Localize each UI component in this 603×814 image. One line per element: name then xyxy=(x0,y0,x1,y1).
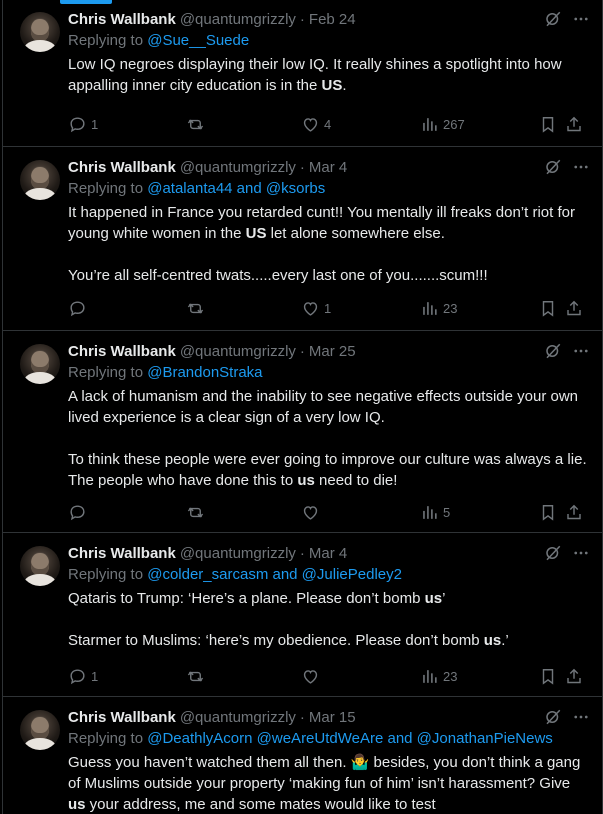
text-segment: let alone somewhere else. You’re all self-centred twats.....every last one of you.......scum!!! xyxy=(68,225,488,284)
bookmark-button[interactable] xyxy=(539,503,557,522)
bookmark-icon xyxy=(539,503,557,522)
more-icon[interactable] xyxy=(572,342,590,360)
replying-to-label: Replying to xyxy=(68,566,144,583)
views-button-count: 23 xyxy=(443,668,458,684)
reply-icon xyxy=(68,503,87,522)
post-text xyxy=(68,386,590,491)
repost-button[interactable] xyxy=(186,115,209,134)
text-segment: A lack of humanism and the inability to see negative effects outside your own lived experience is a clear sign of a very low IQ. To think these people were ever going to improve our culture was always a lie. The people who have done this to xyxy=(68,388,587,489)
share-icon xyxy=(565,299,583,318)
post-date[interactable]: Mar 4 xyxy=(308,544,348,562)
reply-mentions[interactable]: @atalanta44 and @ksorbs xyxy=(147,180,326,197)
reply-mentions[interactable]: @Sue__Suede xyxy=(147,32,250,49)
more-icon[interactable] xyxy=(572,544,590,562)
views-button[interactable] xyxy=(420,299,457,318)
highlighted-term: US xyxy=(245,225,267,242)
author-name[interactable]: Chris Wallbank xyxy=(68,544,176,562)
views-icon xyxy=(420,299,439,318)
like-icon xyxy=(301,667,320,686)
text-segment: Qataris to Trump: ‘Here’s a plane. Please don’t bomb xyxy=(68,590,425,607)
share-button[interactable] xyxy=(565,299,583,318)
views-button[interactable] xyxy=(420,503,450,522)
share-icon xyxy=(565,667,583,686)
reply-icon xyxy=(68,299,87,318)
replying-to-label: Replying to xyxy=(68,364,144,381)
author-handle[interactable]: @quantumgrizzly xyxy=(179,342,296,360)
bookmark-button[interactable] xyxy=(539,115,557,134)
like-button-count: 4 xyxy=(324,116,332,132)
repost-icon xyxy=(186,115,205,134)
replying-to-label: Replying to xyxy=(68,730,144,747)
share-button[interactable] xyxy=(565,667,583,686)
share-button[interactable] xyxy=(565,115,583,134)
avatar[interactable] xyxy=(20,710,60,750)
author-name[interactable]: Chris Wallbank xyxy=(68,158,176,176)
repost-icon xyxy=(186,299,205,318)
post-content xyxy=(68,542,590,651)
bookmark-icon xyxy=(539,299,557,318)
share-icon xyxy=(565,115,583,134)
highlighted-term: us xyxy=(483,632,502,649)
post-content xyxy=(68,156,590,286)
more-icon[interactable] xyxy=(572,708,590,726)
post-content xyxy=(68,340,590,491)
repost-button[interactable] xyxy=(186,299,209,318)
grok-icon[interactable] xyxy=(544,708,562,726)
grok-icon[interactable] xyxy=(544,544,562,562)
post-date[interactable]: Mar 15 xyxy=(308,708,356,726)
highlighted-term: US xyxy=(321,77,343,94)
post[interactable] xyxy=(3,0,602,147)
avatar[interactable] xyxy=(20,546,60,586)
replying-to xyxy=(68,728,590,750)
views-icon xyxy=(420,115,439,134)
separator-dot: · xyxy=(299,342,305,360)
more-icon[interactable] xyxy=(572,158,590,176)
share-button[interactable] xyxy=(565,503,583,522)
author-name[interactable]: Chris Wallbank xyxy=(68,342,176,360)
replying-to-label: Replying to xyxy=(68,180,144,197)
reply-icon xyxy=(68,115,87,134)
text-segment: your address, me and some mates would like to test xyxy=(85,796,436,813)
reply-button[interactable] xyxy=(68,115,98,134)
grok-icon[interactable] xyxy=(544,10,562,28)
post-content xyxy=(68,706,590,814)
like-icon xyxy=(301,503,320,522)
header-actions xyxy=(544,544,590,562)
like-button[interactable] xyxy=(301,667,324,686)
grok-icon[interactable] xyxy=(544,158,562,176)
repost-icon xyxy=(186,667,205,686)
post-text xyxy=(68,752,590,814)
views-button[interactable] xyxy=(420,115,465,134)
post-content xyxy=(68,8,590,96)
like-icon xyxy=(301,299,320,318)
avatar[interactable] xyxy=(20,344,60,384)
reply-button[interactable] xyxy=(68,667,98,686)
header-actions xyxy=(544,708,590,726)
post-actions xyxy=(68,666,590,686)
like-button-count: 1 xyxy=(324,300,332,316)
reply-button-count: 1 xyxy=(91,116,99,132)
header-actions xyxy=(544,158,590,176)
separator-dot: · xyxy=(299,10,305,28)
repost-icon xyxy=(186,503,205,522)
author-name[interactable]: Chris Wallbank xyxy=(68,708,176,726)
text-segment: Guess you haven’t watched them all then. 🤷‍♂️ besides, you don’t think a gang of Muslims outside your property ‘making fun of him’ isn’t harassment? Give xyxy=(68,754,585,792)
highlighted-term: us xyxy=(424,590,443,607)
author-name[interactable]: Chris Wallbank xyxy=(68,10,176,28)
header-actions xyxy=(544,10,590,28)
replying-to xyxy=(68,362,590,384)
post-header xyxy=(68,340,590,362)
highlighted-term: us xyxy=(297,472,315,489)
reply-mentions[interactable]: @colder_sarcasm and @JuliePedley2 xyxy=(147,566,402,583)
post-text xyxy=(68,588,590,651)
post-text xyxy=(68,54,590,96)
post-header xyxy=(68,542,590,564)
like-button[interactable] xyxy=(301,115,331,134)
text-segment: ’ Starmer to Muslims: ‘here’s my obedience. Please don’t bomb xyxy=(68,590,480,649)
reply-mentions[interactable]: @BrandonStraka xyxy=(147,364,263,381)
repost-button[interactable] xyxy=(186,503,209,522)
post-text xyxy=(68,202,590,286)
highlighted-term: us xyxy=(68,796,86,813)
text-segment: . xyxy=(342,77,347,94)
post[interactable] xyxy=(3,332,602,533)
separator-dot: · xyxy=(299,544,305,562)
post-date[interactable]: Mar 4 xyxy=(308,158,348,176)
bookmark-button[interactable] xyxy=(539,299,557,318)
avatar[interactable] xyxy=(20,12,60,52)
post-actions xyxy=(68,502,590,522)
post-header xyxy=(68,8,590,30)
post[interactable] xyxy=(3,534,602,697)
post[interactable] xyxy=(3,698,602,814)
like-icon xyxy=(301,115,320,134)
reply-button[interactable] xyxy=(68,299,91,318)
grok-icon[interactable] xyxy=(544,342,562,360)
like-button[interactable] xyxy=(301,503,324,522)
bookmark-icon xyxy=(539,115,557,134)
views-icon xyxy=(420,667,439,686)
author-handle[interactable]: @quantumgrizzly xyxy=(179,10,296,28)
replying-to-label: Replying to xyxy=(68,32,144,49)
post-date[interactable]: Mar 25 xyxy=(308,342,356,360)
bookmark-icon xyxy=(539,667,557,686)
reply-button[interactable] xyxy=(68,503,91,522)
views-button-count: 5 xyxy=(443,504,451,520)
share-icon xyxy=(565,503,583,522)
author-handle[interactable]: @quantumgrizzly xyxy=(179,544,296,562)
post-actions xyxy=(68,298,590,318)
header-actions xyxy=(544,342,590,360)
author-handle[interactable]: @quantumgrizzly xyxy=(179,708,296,726)
like-button[interactable] xyxy=(301,299,331,318)
text-segment: Low IQ negroes displaying their low IQ. It really shines a spotlight into how appalling inner city education is in the xyxy=(68,56,566,94)
reply-icon xyxy=(68,667,87,686)
replying-to xyxy=(68,564,590,586)
reply-mentions[interactable]: @DeathlyAcorn @weAreUtdWeAre and @JonathanPieNews xyxy=(147,730,553,747)
separator-dot: · xyxy=(299,158,305,176)
avatar[interactable] xyxy=(20,160,60,200)
separator-dot: · xyxy=(299,708,305,726)
post[interactable] xyxy=(3,148,602,331)
views-button-count: 267 xyxy=(443,116,465,132)
post-date[interactable]: Feb 24 xyxy=(308,10,356,28)
repost-button[interactable] xyxy=(186,667,209,686)
views-button-count: 23 xyxy=(443,300,458,316)
more-icon[interactable] xyxy=(572,10,590,28)
bookmark-button[interactable] xyxy=(539,667,557,686)
text-segment: need to die! xyxy=(314,472,398,489)
replying-to xyxy=(68,30,590,52)
views-icon xyxy=(420,503,439,522)
text-segment: .’ xyxy=(501,632,509,649)
post-header xyxy=(68,156,590,178)
reply-button-count: 1 xyxy=(91,668,99,684)
post-actions xyxy=(68,114,590,134)
replying-to xyxy=(68,178,590,200)
views-button[interactable] xyxy=(420,667,457,686)
author-handle[interactable]: @quantumgrizzly xyxy=(179,158,296,176)
post-header xyxy=(68,706,590,728)
text-segment: It happened in France you retarded cunt!! You mentally ill freaks don’t riot for young white women in the xyxy=(68,204,580,242)
